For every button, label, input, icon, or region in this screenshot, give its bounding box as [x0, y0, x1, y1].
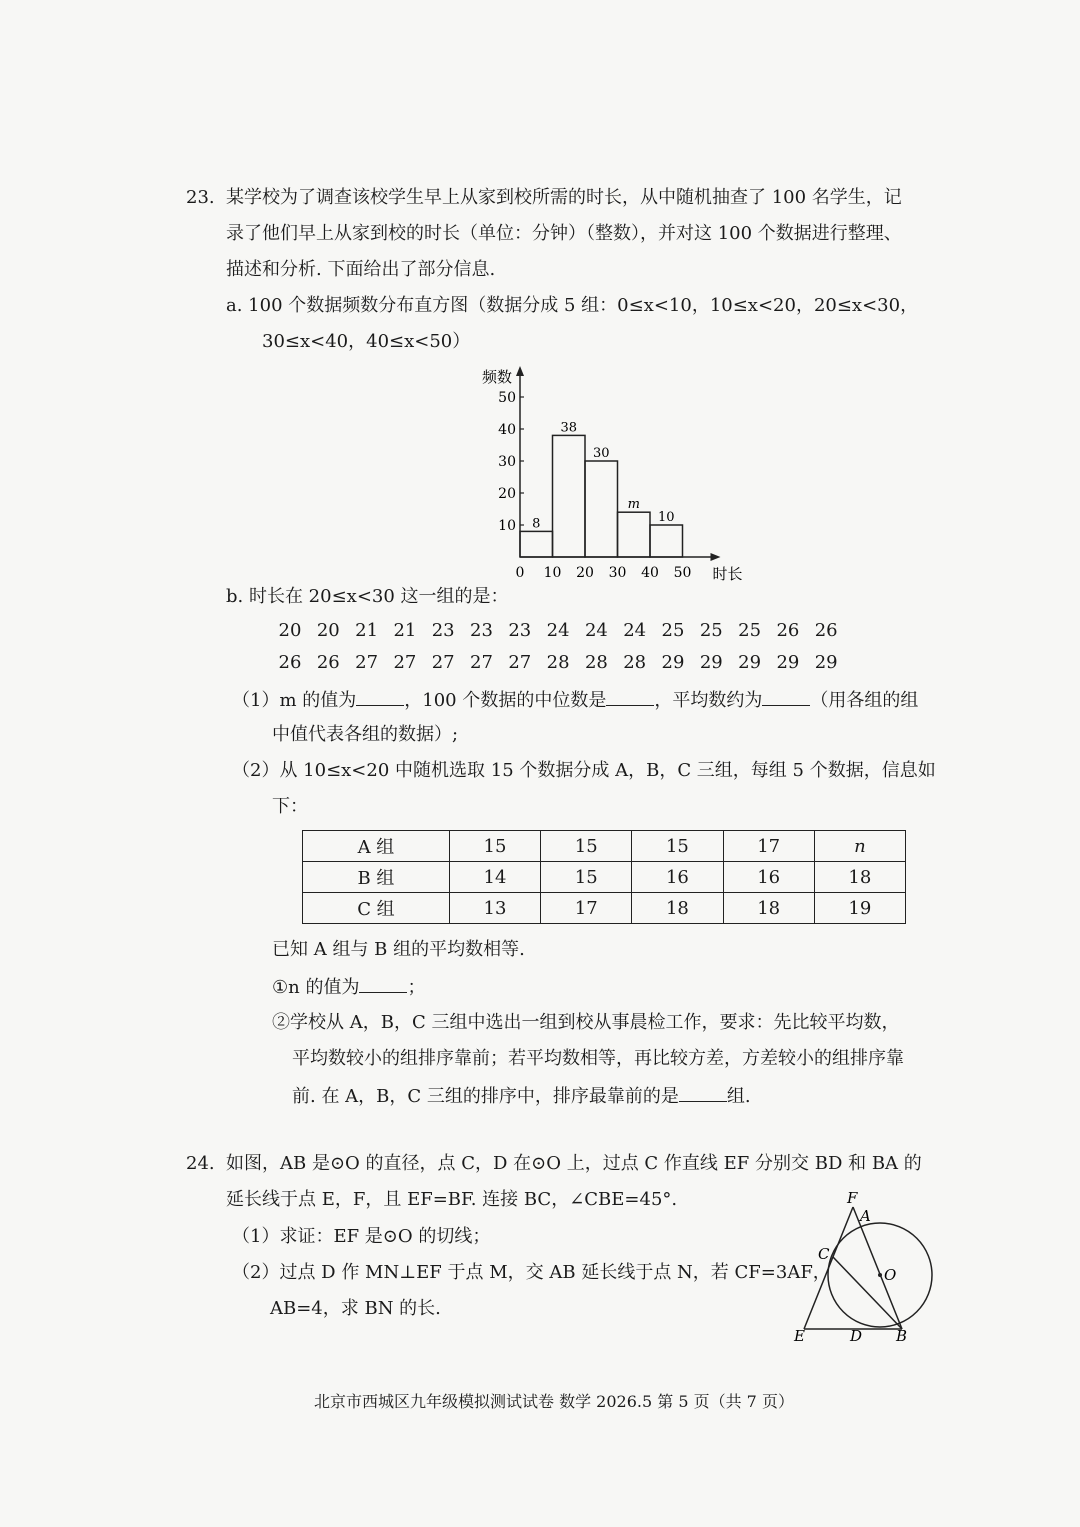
histogram-bar: [618, 512, 651, 557]
label-f: F: [847, 1189, 858, 1207]
y-axis-arrow: [516, 366, 524, 376]
q23-line2: 录了他们早上从家到校的时长（单位：分钟）（整数），并对这 100 个数据进行整理、: [226, 223, 902, 244]
x-tick-label: 50: [673, 565, 692, 581]
label-o: O: [884, 1266, 897, 1284]
table-cell: 13: [449, 893, 540, 924]
bar-label: m: [627, 497, 640, 513]
sub-question-2-line3: [292, 1083, 751, 1109]
histogram-bar: [553, 435, 586, 557]
data-value: 29: [776, 652, 800, 673]
table-cell: 19: [814, 893, 905, 924]
x-tick-label: 40: [641, 565, 659, 581]
table-cell: 18: [632, 893, 723, 924]
sub-question-2-line1: ②学校从 A，B，C 三组中选出一组到校从事晨检工作，要求：先比较平均数，: [272, 1012, 900, 1033]
table-cell: 15: [541, 862, 632, 893]
sub2-end: 组.: [726, 1086, 751, 1107]
q23-part1: [232, 687, 918, 713]
y-axis-label: 频数: [482, 368, 513, 386]
y-tick-label: 10: [498, 518, 516, 534]
q24-part2-line2: AB=4，求 BN 的长.: [270, 1298, 441, 1319]
table-cell: 17: [723, 831, 814, 862]
q23-line1: 某学校为了调查该校学生早上从家到校所需的时长，从中随机抽查了 100 名学生，记: [226, 187, 902, 208]
table-row: [303, 862, 906, 893]
bar-label: 38: [560, 420, 578, 436]
histogram-bar: [650, 525, 683, 557]
table-row: [303, 831, 906, 862]
circle-tangent-figure: [780, 1185, 950, 1345]
data-value: 21: [355, 620, 379, 641]
data-value: 28: [623, 652, 647, 673]
data-value: 23: [470, 620, 493, 641]
q24-line2: 延长线于点 E，F，且 EF=BF. 连接 BC，∠CBE=45°.: [226, 1189, 678, 1210]
y-tick-label: 30: [498, 454, 516, 470]
table-cell: 16: [723, 862, 814, 893]
data-value: 28: [546, 652, 570, 673]
frequency-histogram: [470, 362, 750, 592]
data-value: 26: [814, 620, 838, 641]
data-value: 27: [393, 652, 417, 673]
q24-part1: （1）求证：EF 是⊙O 的切线；: [232, 1226, 491, 1247]
sub-question-1: [272, 974, 425, 1000]
p1-text-a: （1）m 的值为: [232, 690, 357, 711]
answer-blank-median[interactable]: [606, 687, 654, 706]
data-value: 27: [431, 652, 455, 673]
known-condition: 已知 A 组与 B 组的平均数相等.: [272, 939, 525, 960]
row-header: B 组: [303, 862, 450, 893]
data-value: 29: [738, 652, 762, 673]
table-cell: 18: [814, 862, 905, 893]
group-table: [302, 830, 906, 924]
table-cell: 18: [723, 893, 814, 924]
label-a: A: [860, 1207, 871, 1225]
data-value: 27: [470, 652, 493, 673]
data-value: 27: [508, 652, 532, 673]
table-cell: 15: [632, 831, 723, 862]
y-tick-label: 40: [498, 422, 516, 438]
data-value: 27: [355, 652, 379, 673]
q24-line1: 如图，AB 是⊙O 的直径，点 C，D 在⊙O 上，过点 C 作直线 EF 分别交 BD 和 BA 的: [226, 1153, 922, 1174]
data-value: 26: [776, 620, 800, 641]
table-cell: 14: [449, 862, 540, 893]
q23-b-line: b. 时长在 20≤x<30 这一组的是：: [226, 586, 509, 607]
row-header: C 组: [303, 893, 450, 924]
x-axis-arrow: [711, 553, 721, 561]
table-cell: 15: [449, 831, 540, 862]
table-row: [303, 893, 906, 924]
bar-label: 30: [592, 446, 610, 461]
x-tick-label: 20: [576, 565, 594, 581]
q23-part2-line2: 下：: [272, 796, 308, 817]
center-dot: [878, 1273, 882, 1277]
label-e: E: [794, 1327, 805, 1345]
table-cell: n: [814, 831, 905, 862]
bar-label: 8: [532, 516, 541, 532]
data-value: 24: [584, 620, 608, 641]
histogram-bar: [585, 461, 618, 557]
table-cell: 16: [632, 862, 723, 893]
data-value: 29: [661, 652, 685, 673]
x-tick-label: 30: [608, 565, 627, 581]
data-value: 24: [623, 620, 647, 641]
y-tick-label: 50: [498, 390, 516, 406]
data-value: 24: [546, 620, 570, 641]
data-value: 25: [661, 620, 685, 641]
data-value: 21: [393, 620, 417, 641]
label-c: C: [818, 1245, 830, 1263]
p1-text-b: ，100 个数据的中位数是: [404, 690, 607, 711]
data-value: 23: [508, 620, 532, 641]
data-value: 26: [316, 652, 340, 673]
p1-text-d: （用各组的组: [810, 690, 919, 711]
data-value: 20: [278, 620, 302, 641]
bar-label: 10: [657, 510, 675, 525]
data-value: 29: [699, 652, 723, 673]
label-b: B: [896, 1327, 908, 1345]
q23-a-line1: a. 100 个数据频数分布直方图（数据分成 5 组：0≤x<10，10≤x<20，20≤x<30，: [226, 295, 919, 316]
label-d: D: [850, 1327, 863, 1345]
q24-part2-line1: （2）过点 D 作 MN⊥EF 于点 M，交 AB 延长线于点 N，若 CF=3AF，: [232, 1262, 831, 1283]
q23-line3: 描述和分析. 下面给出了部分信息.: [226, 259, 496, 280]
q23-number: 23.: [186, 187, 215, 208]
line-ef: [804, 1207, 853, 1329]
data-value: 25: [699, 620, 723, 641]
x-axis-label: 时长: [712, 565, 743, 583]
q24-number: 24.: [186, 1153, 215, 1174]
table-cell: 15: [541, 831, 632, 862]
sub2-text: 前. 在 A，B，C 三组的排序中，排序最靠前的是: [292, 1086, 679, 1107]
x-tick-label: 10: [543, 565, 562, 581]
data-value: 26: [278, 652, 302, 673]
q23-part2-line1: （2）从 10≤x<20 中随机选取 15 个数据分成 A，B，C 三组，每组 5 个数据，信息如: [232, 760, 936, 781]
answer-blank-n[interactable]: [359, 974, 407, 993]
sub1-text: ①n 的值为: [272, 977, 360, 998]
data-value: 20: [316, 620, 340, 641]
data-value: 25: [738, 620, 762, 641]
q23-a-line2: 30≤x<40，40≤x<50）: [262, 331, 471, 352]
x-tick-label: 0: [515, 565, 525, 581]
histogram-bar: [520, 531, 553, 557]
sub-question-2-line2: 平均数较小的组排序靠前；若平均数相等，再比较方差，方差较小的组排序靠: [292, 1048, 904, 1069]
y-tick-label: 20: [498, 486, 516, 502]
answer-blank-group[interactable]: [679, 1083, 727, 1102]
sub1-end: ；: [407, 977, 426, 998]
row-header: A 组: [303, 831, 450, 862]
answer-blank-mean[interactable]: [762, 687, 810, 706]
p1-text-c: ，平均数约为: [654, 690, 763, 711]
data-value: 28: [584, 652, 608, 673]
q23-part1-line2: 中值代表各组的数据）;: [272, 724, 459, 745]
table-cell: 17: [541, 893, 632, 924]
data-value: 23: [431, 620, 455, 641]
answer-blank-m[interactable]: [356, 687, 404, 706]
data-value: 29: [814, 652, 838, 673]
page-footer: 北京市西城区九年级模拟测试试卷 数学 2026.5 第 5 页（共 7 页）: [314, 1392, 794, 1411]
